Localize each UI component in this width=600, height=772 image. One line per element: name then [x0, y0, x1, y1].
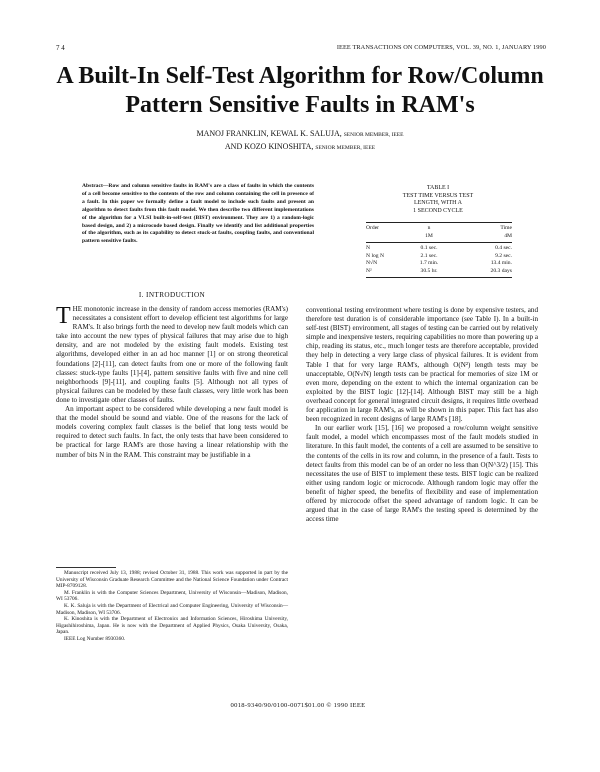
table-cell-order: N — [366, 245, 371, 251]
table-cell-1m: 30.5 hr. — [420, 267, 438, 274]
table-row — [366, 268, 512, 276]
intro-paragraph-2: An important aspect to be considered while developing a new fault model is that the model should be sound and viable. One of the reasons for the lack of models covering complex fault classes is the belief that long tests would be required to detect such faults. In fact, the only tests that have been considered to be practical for large RAM's are those having a linear relationship with the number of bits N in the RAM. This constraint may be justifiable in a — [56, 405, 288, 459]
table-row — [366, 260, 512, 268]
journal-header: IEEE TRANSACTIONS ON COMPUTERS, VOL. 39, NO. 1, JANUARY 1990 — [336, 44, 546, 51]
table-head-1m: 1M — [425, 232, 433, 239]
table-caption-line-4: 1 SECOND CYCLE — [413, 207, 463, 214]
table-caption-line-2: TEST TIME VERSUS TEST — [402, 192, 474, 199]
table-cell-4m: 0.4 sec. — [495, 245, 512, 251]
author-line-2 — [100, 141, 500, 154]
table-row — [366, 253, 512, 261]
footnote-author-3: K. Kinoshita is with the Department of Electronics and Information Sciences, Hiroshima University, Higashihiroshima, Japan. He is now with the Department of Applied Physics, Osaka University, Osaka, Japan. — [56, 616, 288, 636]
table-subheader-row — [366, 233, 512, 241]
paper-title — [40, 62, 560, 120]
table-cell-order: N² — [366, 267, 372, 274]
abstract: Abstract—Row and column sensitive faults in RAM's are a class of faults in which the contents of a cell become sensitive to the contents of the row and column containing the cell in presence of a fault. In this paper we formally define a fault model to include such faults and present an algorithm to detect faults from this fault model. We then describe two different implementations of the algorithm for a VLSI built-in-self-test (BIST) environment. They are 1) a random-logic based design, and 2) a microcode based design. Finally we identify and list additional properties of the algorithm, such as its capability to detect stuck-at faults, coupling faults, and conventional pattern sensitive faults. — [82, 183, 314, 245]
table-mid-rule — [366, 242, 512, 243]
author-names-1: MANOJ FRANKLIN, KEWAL K. SALUJA, — [196, 129, 342, 138]
table-header-row — [366, 225, 512, 233]
table-cell-4m: 9.2 sec. — [495, 252, 512, 259]
author-role-2: SENIOR MEMBER, IEEE — [315, 145, 376, 151]
table-cell-4m: 13.4 min. — [490, 260, 512, 266]
table-top-rule — [366, 222, 512, 223]
footnote-divider — [56, 567, 116, 568]
test-time-table — [366, 220, 512, 280]
copyright-line: 0018-9340/90/0100-0071$01.00 © 1990 IEEE — [230, 702, 366, 709]
section-heading-introduction: I. INTRODUCTION — [138, 291, 206, 299]
table-cell-order: N log N — [366, 252, 385, 259]
left-column — [56, 305, 288, 460]
table-bottom-rule — [366, 277, 512, 278]
table-head-4m: 4M — [504, 232, 512, 239]
table-head-time: Time — [500, 225, 512, 231]
page-number: 7 4 — [56, 44, 65, 52]
footnote-author-1: M. Franklin is with the Computer Sciences Department, University of Wisconsin—Madison, Madison, WI 53706. — [56, 589, 288, 603]
table-caption — [352, 185, 524, 215]
dropcap: T — [56, 303, 71, 329]
intro-paragraph-1 — [56, 305, 288, 405]
intro-paragraph-1-text: HE monotonic increase in the density of random access memories (RAM's) necessitates a consistent effort to develop efficient test algorithms for large RAM's. It also brings forth the need to develop new fault models which can take into account the new types of physical failures that may arise due to high density, and are not modeled by the existing fault models. Existing test algorithms, developed either in an ad hoc manner [1] or on strong theoretical foundations [2]-[11], can detect faults from one or more of the following fault classes: stuck-type faults [1]-[4], pattern sensitive faults with five and nine cell neighborhoods [9]-[11], and coupling faults [5]. Although not all types of physical failures can be modeled by these fault classes, very little work has been done to investigate other classes of faults. — [56, 305, 288, 404]
table-cell-1m: 2.1 sec. — [420, 252, 438, 259]
table-head-n: n — [427, 225, 431, 231]
author-line-1 — [100, 128, 500, 141]
author-names-2: AND KOZO KINOSHITA, — [224, 142, 314, 151]
footnotes — [56, 570, 288, 643]
table-cell-1m: 0.1 sec. — [420, 245, 438, 251]
table-cell-4m: 20.3 days — [490, 267, 512, 274]
table-row — [366, 245, 512, 253]
table-caption-line-3: LENGTH, WITH A — [413, 200, 463, 206]
table-cell-1m: 1.7 min. — [419, 260, 439, 266]
table-caption-label: TABLE I — [426, 185, 450, 191]
author-role-1: SENIOR MEMBER, IEEE — [343, 132, 404, 138]
right-paragraph-1: conventional testing environment where testing is done by expensive testers, and therefore test duration is of considerable importance (see Table I). In a built-in self-test (BIST) environment, all stages of testing can be carried out by relatively simple and inexpensive testers, requiring capabilities no more than powering up a chip, reading its status, etc., much longer tests are therefore acceptable, provided they help in detecting a very large class of physical failures. It is evident from Table I that for very large RAM's, although O(N²) length tests may be unacceptable, O(N√N) length tests can be practical for memories of size 1M or even more, depending on the extent to which the internal organization can be exploited by the BIST logic [12]-[14]. Although BIST may still be a high overhead concept for general integrated circuit designs, it requires little overhead for application in large RAM's, as will be shown in this paper. This fact has also been recognized in recent designs of large RAM's [18]. — [306, 306, 538, 424]
right-column — [306, 306, 538, 524]
title-line-1: A Built-In Self-Test Algorithm for Row/Column — [56, 63, 544, 89]
table-head-order: Order — [366, 225, 380, 231]
footnote-manuscript: Manuscript received July 13, 1988; revised October 31, 1988. This work was supported in part by the University of Wisconsin Graduate Research Committee and the National Science Foundation under Contract MIP-8709128. — [56, 570, 288, 590]
author-block — [100, 128, 500, 154]
table-cell-order: N√N — [366, 260, 378, 266]
title-line-2: Pattern Sensitive Faults in RAM's — [125, 92, 475, 118]
footnote-author-2: K. K. Saluja is with the Department of Electrical and Computer Engineering, University of Wisconsin—Madison, Madison, WI 53706. — [56, 602, 288, 616]
right-paragraph-2: In our earlier work [15], [16] we proposed a row/column weight sensitive fault model, a model which encompasses most of the fault models studied in literature. In this fault model, the contents of a cell are assumed to be sensitive to the contents of the cells in its row and column, in the presence of a fault. Tests to detect faults from this model can be of an order no less than O(N^3/2) [15]. This necessitates the use of BIST to implement these tests. BIST logic can be realized either using random logic or microcode. Although random logic may offer the benefit of higher speed, the benefits of flexibility and ease of implementation offered by microcode offset the speed advantage of random logic. It can be argued that in the case of large RAM's the testing speed is determined by the access time — [306, 424, 538, 524]
footnote-log-number: IEEE Log Number 8930360. — [64, 635, 126, 642]
